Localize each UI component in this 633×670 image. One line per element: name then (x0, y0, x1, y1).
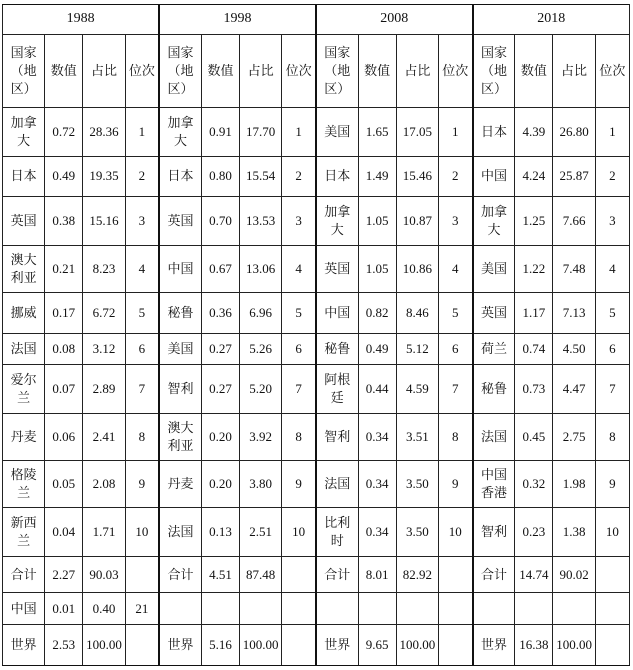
value-header: 数值 (358, 34, 396, 107)
value-cell: 1.17 (515, 293, 553, 334)
country-cell: 澳大利亚 (3, 246, 45, 293)
share-cell: 15.54 (240, 156, 282, 197)
table-row (3, 507, 630, 556)
share-cell: 2.51 (240, 507, 282, 556)
column-header-row (3, 34, 630, 107)
country-cell: 丹麦 (3, 413, 45, 460)
rank-cell: 6 (438, 333, 472, 364)
rank-cell: 2 (595, 156, 629, 197)
world-share: 100.00 (83, 625, 125, 666)
year-header-row (3, 5, 630, 35)
world-share: 100.00 (396, 625, 438, 666)
country-cell: 澳大利亚 (159, 413, 201, 460)
total-value: 8.01 (358, 557, 396, 593)
value-cell: 0.34 (358, 413, 396, 460)
share-cell: 5.12 (396, 333, 438, 364)
share-cell: 5.20 (240, 364, 282, 413)
country-cell: 美国 (316, 107, 358, 156)
rank-cell: 8 (438, 413, 472, 460)
country-cell: 中国 (316, 293, 358, 334)
table-row (3, 364, 630, 413)
share-cell: 17.05 (396, 107, 438, 156)
country-cell: 智利 (159, 364, 201, 413)
value-cell: 0.82 (358, 293, 396, 334)
country-cell: 日本 (3, 156, 45, 197)
share-cell: 4.47 (553, 364, 595, 413)
total-share: 82.92 (396, 557, 438, 593)
value-cell: 0.91 (201, 107, 239, 156)
country-header: 国家（地区） (473, 34, 515, 107)
empty-cell (358, 593, 396, 625)
rank-cell: 4 (438, 246, 472, 293)
rank-cell: 3 (595, 197, 629, 246)
country-header: 国家（地区） (159, 34, 201, 107)
country-cell: 比利时 (316, 507, 358, 556)
share-cell: 7.13 (553, 293, 595, 334)
share-header: 占比 (240, 34, 282, 107)
value-cell: 0.17 (45, 293, 83, 334)
value-cell: 0.45 (515, 413, 553, 460)
rank-cell: 7 (282, 364, 316, 413)
empty-cell (282, 557, 316, 593)
rank-cell: 2 (438, 156, 472, 197)
value-cell: 0.05 (45, 460, 83, 507)
share-cell: 3.80 (240, 460, 282, 507)
total-share: 90.02 (553, 557, 595, 593)
rank-cell: 3 (438, 197, 472, 246)
share-cell: 2.75 (553, 413, 595, 460)
country-cell: 中国 (159, 246, 201, 293)
rank-cell: 3 (125, 197, 159, 246)
rank-cell: 9 (438, 460, 472, 507)
rank-cell: 5 (595, 293, 629, 334)
value-header: 数值 (45, 34, 83, 107)
share-cell: 2.89 (83, 364, 125, 413)
value-cell: 0.34 (358, 460, 396, 507)
value-cell: 1.22 (515, 246, 553, 293)
value-cell: 1.65 (358, 107, 396, 156)
share-cell: 19.35 (83, 156, 125, 197)
share-cell: 13.53 (240, 197, 282, 246)
country-header: 国家（地区） (3, 34, 45, 107)
share-cell: 3.50 (396, 507, 438, 556)
country-cell: 加拿大 (316, 197, 358, 246)
year-header: 1998 (159, 5, 316, 35)
year-header: 2018 (473, 5, 630, 35)
country-cell: 法国 (316, 460, 358, 507)
share-cell: 25.87 (553, 156, 595, 197)
value-header: 数值 (201, 34, 239, 107)
rank-cell: 4 (282, 246, 316, 293)
share-cell: 2.41 (83, 413, 125, 460)
world-value: 2.53 (45, 625, 83, 666)
share-cell: 2.08 (83, 460, 125, 507)
total-share: 90.03 (83, 557, 125, 593)
world-value: 16.38 (515, 625, 553, 666)
empty-cell (396, 593, 438, 625)
empty-cell (595, 557, 629, 593)
rank-header: 位次 (282, 34, 316, 107)
rank-cell: 9 (595, 460, 629, 507)
value-cell: 0.36 (201, 293, 239, 334)
value-cell: 0.73 (515, 364, 553, 413)
value-cell: 0.49 (358, 333, 396, 364)
share-cell: 1.71 (83, 507, 125, 556)
table-row (3, 197, 630, 246)
table-body (3, 5, 630, 666)
country-cell: 英国 (159, 197, 201, 246)
rank-cell: 9 (125, 460, 159, 507)
china-row (3, 593, 630, 625)
rank-cell: 8 (595, 413, 629, 460)
value-cell: 0.23 (515, 507, 553, 556)
table-row (3, 333, 630, 364)
share-cell: 7.48 (553, 246, 595, 293)
empty-cell (438, 625, 472, 666)
share-cell: 3.50 (396, 460, 438, 507)
empty-cell (240, 593, 282, 625)
empty-cell (159, 593, 201, 625)
country-cell: 加拿大 (473, 197, 515, 246)
world-share: 100.00 (553, 625, 595, 666)
rank-cell: 5 (282, 293, 316, 334)
share-cell: 17.70 (240, 107, 282, 156)
rank-cell: 7 (595, 364, 629, 413)
total-label: 合计 (3, 557, 45, 593)
value-cell: 0.20 (201, 460, 239, 507)
country-cell: 阿根廷 (316, 364, 358, 413)
rank-cell: 10 (125, 507, 159, 556)
country-header: 国家（地区） (316, 34, 358, 107)
empty-cell (553, 593, 595, 625)
value-cell: 0.74 (515, 333, 553, 364)
rank-cell: 8 (125, 413, 159, 460)
share-cell: 15.46 (396, 156, 438, 197)
share-cell: 10.86 (396, 246, 438, 293)
empty-cell (201, 593, 239, 625)
rank-cell: 6 (282, 333, 316, 364)
empty-cell (473, 593, 515, 625)
value-cell: 1.05 (358, 246, 396, 293)
country-cell: 美国 (473, 246, 515, 293)
share-cell: 5.26 (240, 333, 282, 364)
rank-header: 位次 (595, 34, 629, 107)
country-cell: 英国 (3, 197, 45, 246)
country-cell: 荷兰 (473, 333, 515, 364)
total-label: 合计 (316, 557, 358, 593)
year-header: 1988 (3, 5, 160, 35)
world-value: 5.16 (201, 625, 239, 666)
empty-cell (438, 593, 472, 625)
value-cell: 4.24 (515, 156, 553, 197)
china-label: 中国 (3, 593, 45, 625)
rank-cell: 1 (282, 107, 316, 156)
country-cell: 加拿大 (3, 107, 45, 156)
value-cell: 0.06 (45, 413, 83, 460)
country-cell: 美国 (159, 333, 201, 364)
empty-cell (595, 593, 629, 625)
rank-cell: 6 (125, 333, 159, 364)
country-cell: 英国 (316, 246, 358, 293)
rank-cell: 8 (282, 413, 316, 460)
share-cell: 1.38 (553, 507, 595, 556)
total-value: 14.74 (515, 557, 553, 593)
share-cell: 1.98 (553, 460, 595, 507)
rank-cell: 4 (595, 246, 629, 293)
value-cell: 0.70 (201, 197, 239, 246)
share-header: 占比 (396, 34, 438, 107)
table-row (3, 156, 630, 197)
rank-cell: 2 (282, 156, 316, 197)
value-cell: 0.67 (201, 246, 239, 293)
country-cell: 挪威 (3, 293, 45, 334)
share-cell: 8.23 (83, 246, 125, 293)
value-cell: 1.49 (358, 156, 396, 197)
share-cell: 6.96 (240, 293, 282, 334)
rank-cell: 5 (438, 293, 472, 334)
country-cell: 日本 (473, 107, 515, 156)
share-cell: 28.36 (83, 107, 125, 156)
value-cell: 0.34 (358, 507, 396, 556)
world-share: 100.00 (240, 625, 282, 666)
value-cell: 1.05 (358, 197, 396, 246)
rank-header: 位次 (125, 34, 159, 107)
data-table (2, 4, 630, 666)
world-value: 9.65 (358, 625, 396, 666)
share-cell: 10.87 (396, 197, 438, 246)
rank-cell: 9 (282, 460, 316, 507)
value-cell: 0.80 (201, 156, 239, 197)
share-cell: 6.72 (83, 293, 125, 334)
share-cell: 8.46 (396, 293, 438, 334)
share-cell: 4.50 (553, 333, 595, 364)
rank-cell: 7 (125, 364, 159, 413)
country-cell: 中国香港 (473, 460, 515, 507)
value-header: 数值 (515, 34, 553, 107)
country-cell: 格陵兰 (3, 460, 45, 507)
total-row (3, 557, 630, 593)
total-value: 4.51 (201, 557, 239, 593)
world-label: 世界 (473, 625, 515, 666)
value-cell: 1.25 (515, 197, 553, 246)
country-cell: 法国 (159, 507, 201, 556)
rank-header: 位次 (438, 34, 472, 107)
table-row (3, 107, 630, 156)
value-cell: 0.04 (45, 507, 83, 556)
total-label: 合计 (159, 557, 201, 593)
table-row (3, 413, 630, 460)
country-cell: 爱尔兰 (3, 364, 45, 413)
value-cell: 0.20 (201, 413, 239, 460)
country-cell: 秘鲁 (473, 364, 515, 413)
value-cell: 0.27 (201, 364, 239, 413)
empty-cell (125, 557, 159, 593)
share-cell: 3.51 (396, 413, 438, 460)
total-share: 87.48 (240, 557, 282, 593)
value-cell: 0.49 (45, 156, 83, 197)
share-cell: 7.66 (553, 197, 595, 246)
value-cell: 4.39 (515, 107, 553, 156)
rank-cell: 10 (282, 507, 316, 556)
country-cell: 丹麦 (159, 460, 201, 507)
share-header: 占比 (553, 34, 595, 107)
china-value: 0.01 (45, 593, 83, 625)
rank-cell: 1 (438, 107, 472, 156)
value-cell: 0.44 (358, 364, 396, 413)
value-cell: 0.21 (45, 246, 83, 293)
share-cell: 13.06 (240, 246, 282, 293)
china-share: 0.40 (83, 593, 125, 625)
china-rank: 21 (125, 593, 159, 625)
country-cell: 法国 (473, 413, 515, 460)
table-row (3, 293, 630, 334)
empty-cell (282, 625, 316, 666)
value-cell: 0.72 (45, 107, 83, 156)
country-cell: 日本 (316, 156, 358, 197)
world-label: 世界 (159, 625, 201, 666)
rank-cell: 2 (125, 156, 159, 197)
value-cell: 0.13 (201, 507, 239, 556)
empty-cell (316, 593, 358, 625)
rank-cell: 3 (282, 197, 316, 246)
share-cell: 15.16 (83, 197, 125, 246)
rank-cell: 1 (595, 107, 629, 156)
value-cell: 0.27 (201, 333, 239, 364)
rank-cell: 10 (595, 507, 629, 556)
country-cell: 中国 (473, 156, 515, 197)
table-row (3, 460, 630, 507)
rank-cell: 1 (125, 107, 159, 156)
value-cell: 0.32 (515, 460, 553, 507)
share-header: 占比 (83, 34, 125, 107)
year-header: 2008 (316, 5, 473, 35)
share-cell: 4.59 (396, 364, 438, 413)
table-row (3, 246, 630, 293)
world-row (3, 625, 630, 666)
rank-cell: 10 (438, 507, 472, 556)
country-cell: 加拿大 (159, 107, 201, 156)
country-cell: 英国 (473, 293, 515, 334)
share-cell: 26.80 (553, 107, 595, 156)
country-cell: 智利 (316, 413, 358, 460)
empty-cell (595, 625, 629, 666)
rank-cell: 7 (438, 364, 472, 413)
rank-cell: 6 (595, 333, 629, 364)
share-cell: 3.12 (83, 333, 125, 364)
empty-cell (515, 593, 553, 625)
country-cell: 新西兰 (3, 507, 45, 556)
country-cell: 智利 (473, 507, 515, 556)
share-cell: 3.92 (240, 413, 282, 460)
country-cell: 法国 (3, 333, 45, 364)
world-label: 世界 (316, 625, 358, 666)
empty-cell (438, 557, 472, 593)
total-value: 2.27 (45, 557, 83, 593)
total-label: 合计 (473, 557, 515, 593)
empty-cell (125, 625, 159, 666)
empty-cell (282, 593, 316, 625)
country-cell: 秘鲁 (159, 293, 201, 334)
value-cell: 0.08 (45, 333, 83, 364)
country-cell: 秘鲁 (316, 333, 358, 364)
world-label: 世界 (3, 625, 45, 666)
rank-cell: 4 (125, 246, 159, 293)
value-cell: 0.07 (45, 364, 83, 413)
value-cell: 0.38 (45, 197, 83, 246)
rank-cell: 5 (125, 293, 159, 334)
country-cell: 日本 (159, 156, 201, 197)
